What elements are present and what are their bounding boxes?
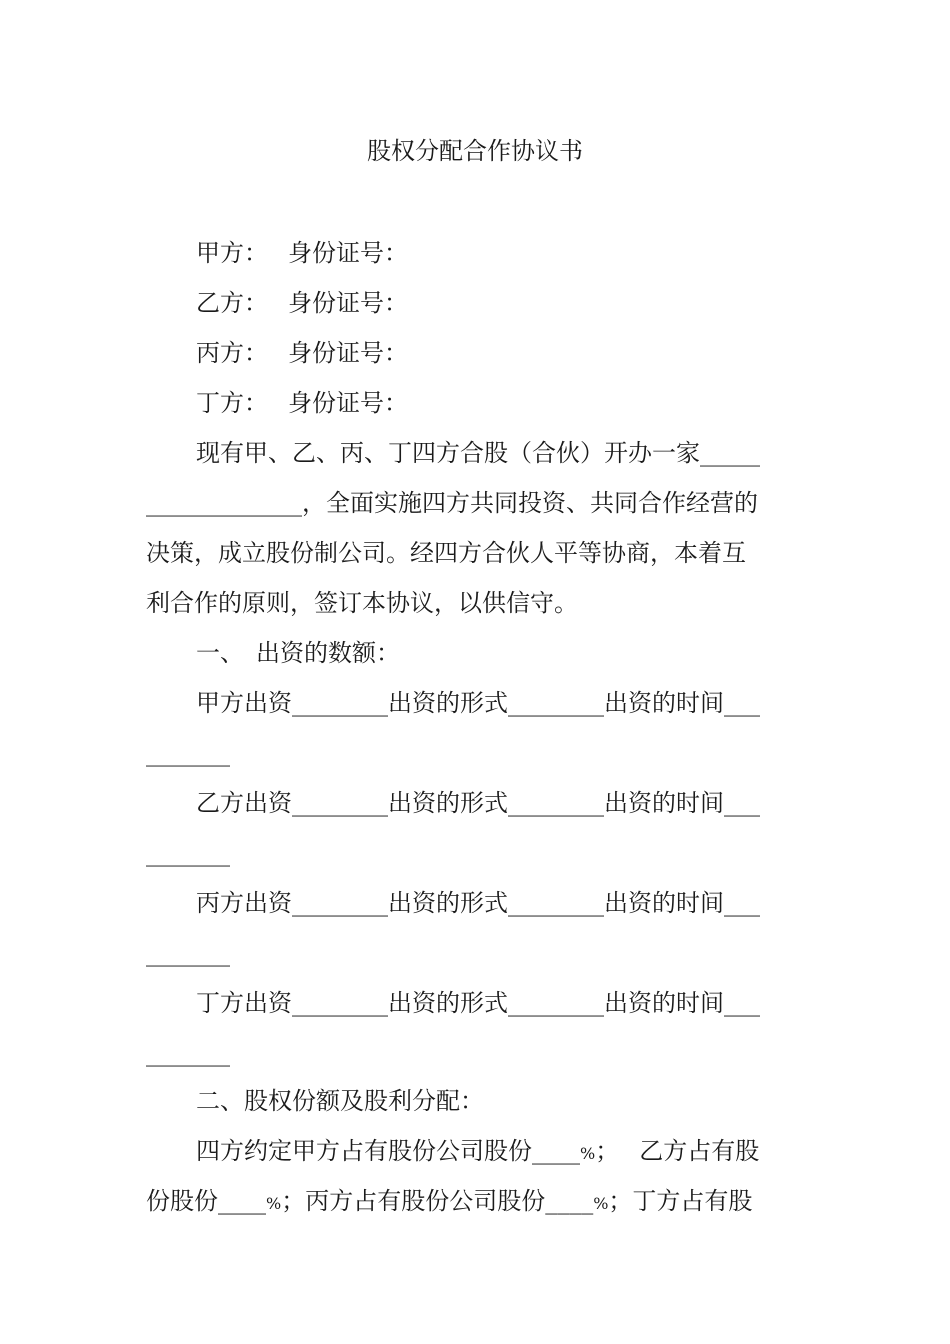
section2-heading: 二、股权份额及股利分配： bbox=[196, 1087, 484, 1115]
intro-line-4: 利合作的原则，签订本协议，以供信守。 bbox=[146, 589, 578, 617]
contribution-row-ding: 丁方出资________出资的形式________出资的时间___ bbox=[196, 989, 760, 1017]
section1-number: 一、 bbox=[196, 639, 244, 667]
intro-line-1: 现有甲、乙、丙、丁四方合股（合伙）开办一家_____ bbox=[196, 439, 760, 467]
section1-heading bbox=[196, 636, 856, 670]
party-name: 丁方： bbox=[196, 389, 268, 417]
equity-line-2 bbox=[146, 1184, 806, 1221]
party-line-jia bbox=[196, 236, 856, 270]
party-name: 甲方： bbox=[196, 239, 268, 267]
contribution-row-yi-cont: _______ bbox=[146, 839, 230, 867]
contribution-row-yi: 乙方出资________出资的形式________出资的时间___ bbox=[196, 789, 760, 817]
percent-sign: % bbox=[266, 1194, 282, 1213]
party-id-label: 身份证号： bbox=[288, 389, 408, 417]
party-id-label: 身份证号： bbox=[288, 339, 408, 367]
contribution-row-ding-cont: _______ bbox=[146, 1039, 230, 1067]
intro-line-3: 决策，成立股份制公司。经四方合伙人平等协商，本着互 bbox=[146, 539, 746, 567]
contribution-row-jia-cont: _______ bbox=[146, 739, 230, 767]
equity-line-1 bbox=[196, 1134, 856, 1171]
party-id-label: 身份证号： bbox=[288, 239, 408, 267]
intro-line-2: _____________，全面实施四方共同投资、共同合作经营的 bbox=[146, 489, 758, 517]
party-line-ding bbox=[196, 386, 856, 420]
equity-text: 四方约定甲方占有股份公司股份____ bbox=[196, 1137, 580, 1165]
party-name: 乙方： bbox=[196, 289, 268, 317]
percent-sign: % bbox=[580, 1144, 596, 1163]
party-name: 丙方： bbox=[196, 339, 268, 367]
contribution-row-bing-cont: _______ bbox=[146, 939, 230, 967]
party-line-bing bbox=[196, 336, 856, 370]
equity-text: ；丁方占有股 bbox=[608, 1187, 753, 1215]
party-line-yi bbox=[196, 286, 856, 320]
equity-text: ； bbox=[595, 1137, 620, 1165]
party-id-label: 身份证号： bbox=[288, 289, 408, 317]
contribution-row-bing: 丙方出资________出资的形式________出资的时间___ bbox=[196, 889, 760, 917]
percent-sign: % bbox=[593, 1194, 609, 1213]
section1-title: 出资的数额： bbox=[256, 639, 400, 667]
equity-text: 乙方占有股 bbox=[639, 1137, 760, 1165]
document-title: 股权分配合作协议书 bbox=[367, 137, 583, 165]
equity-text: ；丙方占有股份公司股份____ bbox=[281, 1187, 594, 1215]
equity-text: 份股份____ bbox=[146, 1187, 266, 1215]
contribution-row-jia: 甲方出资________出资的形式________出资的时间___ bbox=[196, 689, 760, 717]
